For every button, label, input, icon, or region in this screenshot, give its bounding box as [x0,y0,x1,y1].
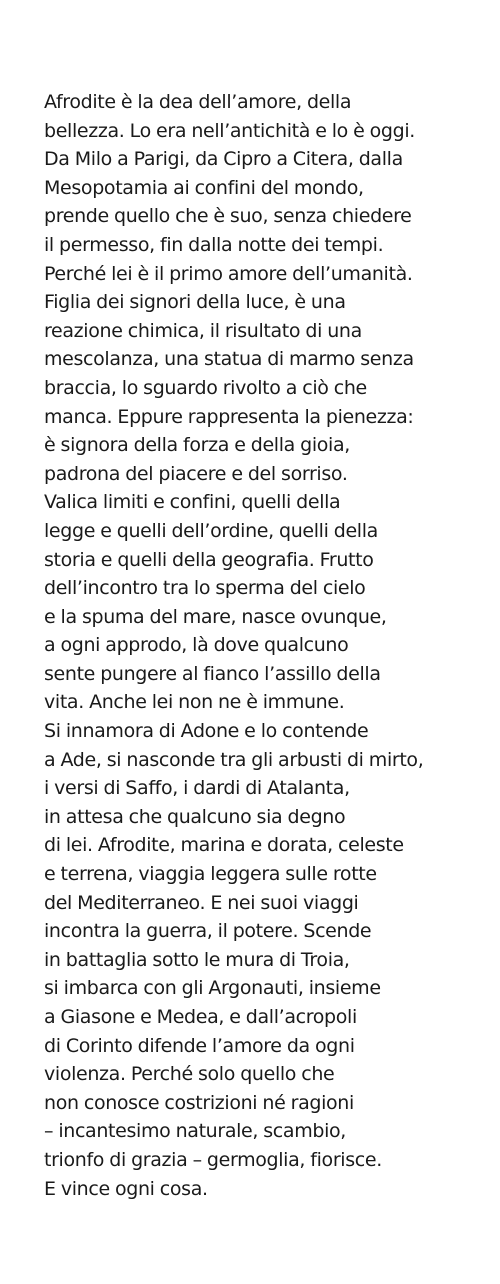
text-line: non conosce costrizioni né ragioni [44,1091,354,1114]
text-line: vita. Anche lei non ne è immune. [44,691,345,714]
text-line: Da Milo a Parigi, da Cipro a Citera, dalla [44,148,403,171]
text-line: legge e quelli dell’ordine, quelli della [44,519,378,542]
text-line: in attesa che qualcuno sia degno [44,805,346,828]
text-line: a ogni approdo, là dove qualcuno [44,634,349,657]
text-line: braccia, lo sguardo rivolto a ciò che [44,376,367,399]
body-text [44,88,494,1203]
text-line: E vince ogni cosa. [44,1177,208,1200]
text-line: di lei. Afrodite, marina e dorata, celeste [44,834,404,857]
text-line: il permesso, fin dalla notte dei tempi. [44,233,384,256]
text-line: Perché lei è il primo amore dell’umanità. [44,262,413,285]
text-line: e la spuma del mare, nasce ovunque, [44,605,387,628]
text-line: i versi di Saffo, i dardi di Atalanta, [44,777,350,800]
text-line: dell’incontro tra lo sperma del cielo [44,577,366,600]
text-line: Figlia dei signori della luce, è una [44,291,346,314]
text-line: Valica limiti e confini, quelli della [44,491,341,514]
text-line: in battaglia sotto le mura di Troia, [44,948,350,971]
text-line: reazione chimica, il risultato di una [44,319,362,342]
text-line: storia e quelli della geografia. Frutto [44,548,374,571]
text-line: a Ade, si nasconde tra gli arbusti di mirto, [44,748,424,771]
text-line: Afrodite è la dea dell’amore, della [44,91,352,113]
text-line: incontra la guerra, il potere. Scende [44,920,372,943]
text-line: violenza. Perché solo quello che [44,1063,335,1086]
text-line: a Giasone e Medea, e dall’acropoli [44,1006,357,1028]
text-line: mescolanza, una statua di marmo senza [44,348,414,371]
text-line: manca. Eppure rappresenta la pienezza: [44,405,414,428]
text-line: padrona del piacere e del sorriso. [44,462,348,485]
text-line: prende quello che è suo, senza chiedere [44,205,412,228]
text-line: Si innamora di Adone e lo contende [44,720,369,743]
text-line: è signora della forza e della gioia, [44,434,350,457]
text-line: bellezza. Lo era nell’antichità e lo è oggi. [44,119,415,142]
text-line: del Mediterraneo. E nei suoi viaggi [44,891,359,914]
text-line: trionfo di grazia – germoglia, fiorisce. [44,1148,382,1171]
text-line: Mesopotamia ai confini del mondo, [44,176,364,199]
text-line: e terrena, viaggia leggera sulle rotte [44,863,377,886]
text-line: si imbarca con gli Argonauti, insieme [44,977,381,1000]
text-line: – incantesimo naturale, scambio, [44,1120,346,1143]
text-line: sente pungere al fianco l’assillo della [44,662,381,685]
text-line: di Corinto difende l’amore da ogni [44,1034,355,1057]
